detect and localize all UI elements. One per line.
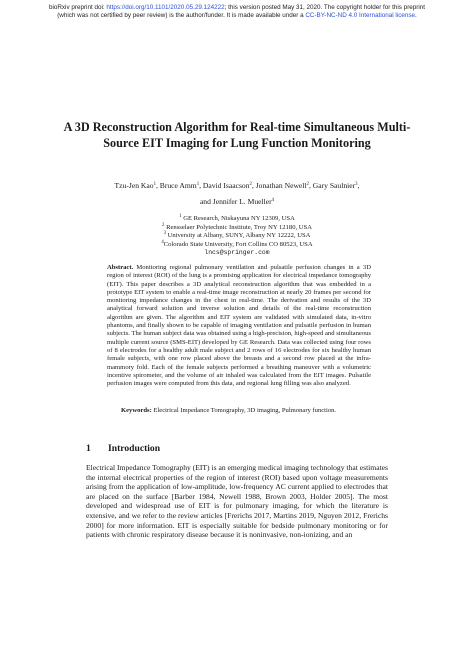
preprint-line-1 [0, 4, 474, 12]
introduction-paragraph: Electrical Impedance Tomography (EIT) is an emerging medical imaging technology that estimates the internal electrical properties of the region of interest (ROI) based upon voltage measurements arising from the application of low-amplitude, low-frequency AC current applied to electrodes that are placed on the surface [Barber 1984, Newell 1988, Brown 2003, Holder 2005]. The most developed and widespread use of EIT is for pulmonary imaging, for which the literature is extensive, and we refer to the review articles [Frerichs 2017, Martins 2019, Nguyen 2012, Frerichs 2000] for more information. EIT is especially suitable for bedside pulmonary monitoring or for patients with chronic respiratory disease because it is noninvasive, non-ionizing, and an [86, 463, 388, 540]
keywords-label: Keywords: [121, 407, 152, 414]
abstract [107, 264, 371, 388]
abstract-label: Abstract. [107, 264, 134, 271]
section-title: Introduction [108, 443, 161, 454]
paper-title: A 3D Reconstruction Algorithm for Real-time Simultaneous Multi-Source EIT Imaging for Lung Function Monitoring [63, 120, 411, 150]
license-link[interactable]: CC-BY-NC-ND 4.0 International license [305, 12, 416, 19]
preprint-prefix: bioRxiv preprint doi: [48, 4, 107, 11]
author-list-line-2 [60, 197, 414, 207]
author: Bruce Amm$^1$, [159, 181, 203, 190]
contact-email: lncs@springer.com [204, 249, 270, 257]
author-list [60, 181, 414, 191]
affiliation: $^4$Colorado State University, Fort Collins CO 80523, USA [161, 239, 313, 248]
affiliation: $^3$ University at Albany, SUNY, Albany NY 12222, USA [163, 231, 311, 240]
affiliations [60, 215, 414, 258]
author: and Jennifer L. Mueller [199, 197, 272, 206]
license-prefix: (which was not certified by peer review) is the author/funder. It is made available under a [57, 12, 306, 19]
preprint-header [0, 4, 474, 20]
keywords-text: Electrical Impedance Tomography, 3D imaging, Pulmonary function. [151, 407, 337, 414]
section-number: 1 [86, 443, 91, 454]
license-suffix: . [415, 12, 417, 19]
preprint-suffix: ; this version posted May 31, 2020. The copyright holder for this preprint [224, 4, 426, 11]
affiliation: $^1$ GE Research, Niskayuna NY 12309, USA [179, 214, 295, 222]
author: Tzu-Jen Kao$^1$, [114, 181, 160, 190]
author: David Isaacson$^2$, [202, 181, 256, 190]
author-affiliation-mark: 4 [271, 198, 275, 203]
author: Gary Saulnier$^3$, [312, 181, 360, 190]
author: Jonathan Newell$^2$, [255, 181, 313, 190]
affiliation: $^2$ Rensselaer Polytechnic Institute, Troy NY 12180, USA [162, 222, 312, 231]
section-heading [86, 443, 386, 455]
doi-link[interactable]: https://doi.org/10.1101/2020.05.29.124222 [106, 4, 225, 11]
preprint-line-2 [0, 12, 474, 20]
keywords [121, 407, 371, 415]
abstract-text: Monitoring regional pulmonary ventilation and pulsatile perfusion changes in a 3D region of interest (ROI) of the lung is a promising application for electrical impedance tomography (EIT). This paper describes a 3D analytical reconstruction algorithm that was embedded in a prototype EIT system to enable a real-time image reconstruction at nearly 20 frames per second for monitoring impedance changes in the chest in real-time. The derivation and results of the 3D analytical forward solution and inverse solution and details of the real-time reconstruction algorithm are given. The algorithm and EIT system are validated with simulated data, in-vitro phantoms, and finally shown to be capable of imaging ventilation and pulsatile perfusion in human subjects. The human subject data was obtained using a high-precision, high-speed and simultaneous multiple current source (SMS-EIT) developed by GE Research. Data was collected using four rows of 8 electrodes for a healthy adult male subject and 2 rows of 16 electrodes for six healthy human female subjects, with one row placed above the breasts and a second row placed at the infra-mammory fold. Each of the female subjects performed a breathing maneuver with a volumetric incentive spirometer, and the volume of air inhaled was calculated from the EIT images. Pulsatile perfusion images were computed from this data, and regional lung filling was also analyzed. [107, 264, 371, 388]
